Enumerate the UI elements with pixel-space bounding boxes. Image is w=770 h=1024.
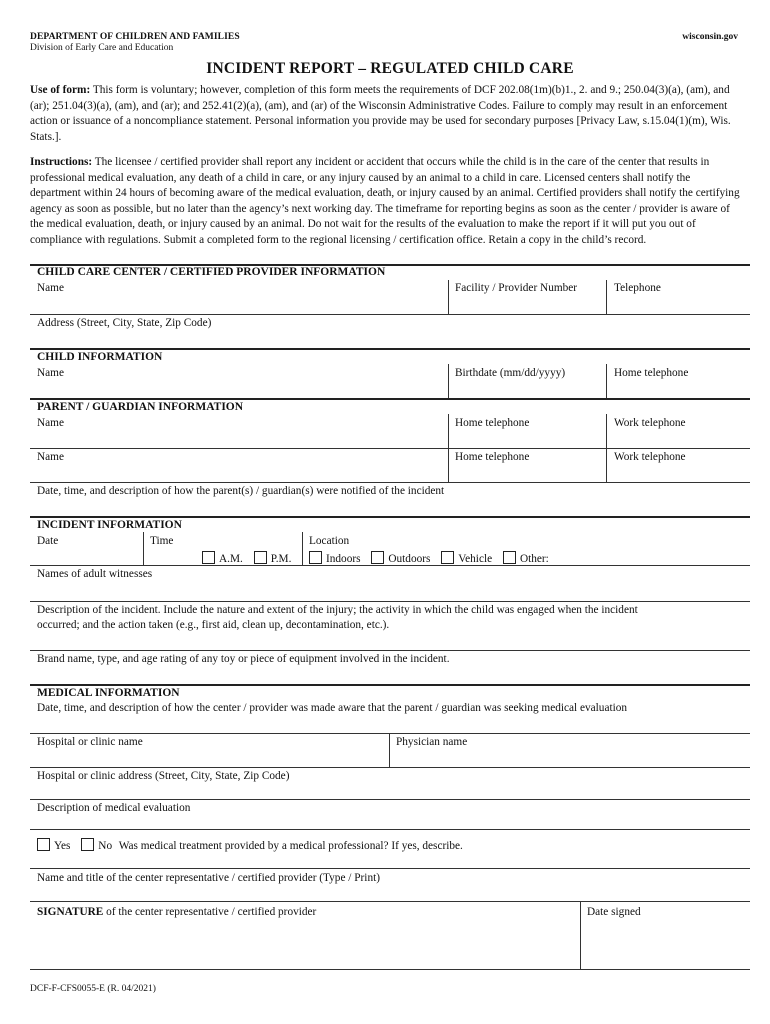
cell-divider [606,364,607,398]
other-label: Other: [519,553,549,565]
section-divider [30,398,750,400]
incident-time-field[interactable]: Time [150,535,174,547]
hospital-address-field[interactable]: Hospital or clinic address (Street, City, State, Zip Code) [37,770,290,782]
parent1-name-field[interactable]: Name [37,417,64,429]
incident-date-field[interactable]: Date [37,535,59,547]
row-divider [30,868,750,869]
location-options [309,551,557,565]
facility-number-field[interactable]: Facility / Provider Number [455,282,578,294]
signature-field[interactable] [37,906,316,918]
pm-label: P.M. [270,553,292,565]
section-divider [30,684,750,686]
outdoors-checkbox[interactable] [371,551,384,564]
yes-label: Yes [54,840,71,852]
no-label: No [98,840,113,852]
am-label: A.M. [219,553,243,565]
instructions-label: Instructions: [30,156,93,168]
child-name-field[interactable]: Name [37,367,64,379]
use-of-form-label: Use of form: [30,84,91,96]
representative-name-field[interactable]: Name and title of the center representative / certified provider (Type / Print) [37,872,380,884]
cell-divider [580,901,581,969]
row-divider [30,601,750,602]
provider-name-field[interactable]: Name [37,282,64,294]
date-signed-field[interactable]: Date signed [587,906,641,918]
cell-divider [389,733,390,767]
row-divider [30,969,750,970]
time-ampm-options [202,551,299,565]
signature-bold-label: SIGNATURE [37,906,104,918]
row-divider [30,565,750,566]
no-checkbox[interactable] [81,838,94,851]
row-divider [30,799,750,800]
section-divider [30,348,750,350]
pm-checkbox[interactable] [254,551,267,564]
parent1-work-telephone-field[interactable]: Work telephone [614,417,686,429]
instructions-paragraph [30,155,742,249]
row-divider [30,448,750,449]
equipment-field[interactable]: Brand name, type, and age rating of any toy or piece of equipment involved in the incident. [37,653,450,665]
cell-divider [448,280,449,314]
hospital-name-field[interactable]: Hospital or clinic name [37,736,143,748]
signature-label: of the center representative / certified provider [103,906,317,918]
row-divider [30,829,750,830]
indoors-label: Indoors [326,553,361,565]
vehicle-label: Vehicle [458,553,493,565]
parent2-name-field[interactable]: Name [37,451,64,463]
incident-section-title: INCIDENT INFORMATION [37,519,182,531]
am-checkbox[interactable] [202,551,215,564]
incident-description-line2[interactable]: occurred; and the action taken (e.g., first aid, clean up, decontamination, etc.). [37,619,390,631]
parent2-work-telephone-field[interactable]: Work telephone [614,451,686,463]
medical-section-title: MEDICAL INFORMATION [37,687,180,699]
child-birthdate-field[interactable]: Birthdate (mm/dd/yyyy) [455,367,566,379]
division-name: Division of Early Care and Education [30,43,174,53]
outdoors-label: Outdoors [388,553,431,565]
row-divider [30,482,750,483]
department-name: DEPARTMENT OF CHILDREN AND FAMILIES [30,32,240,42]
row-divider [30,314,750,315]
cell-divider [448,364,449,398]
parent1-home-telephone-field[interactable]: Home telephone [455,417,530,429]
child-home-telephone-field[interactable]: Home telephone [614,367,689,379]
treatment-question: Was medical treatment provided by a medical professional? If yes, describe. [118,840,463,852]
provider-address-field[interactable]: Address (Street, City, State, Zip Code) [37,317,212,329]
incident-description-line1[interactable]: Description of the incident. Include the nature and extent of the injury; the activity in which the child was engaged when the incident [37,604,638,616]
indoors-checkbox[interactable] [309,551,322,564]
section-divider [30,516,750,518]
parent-notified-field[interactable]: Date, time, and description of how the parent(s) / guardian(s) were notified of the incident [37,485,445,497]
medical-aware-field[interactable]: Date, time, and description of how the center / provider was made aware that the parent / guardian was seeking medical evaluation [37,702,628,714]
cell-divider [143,532,144,565]
incident-location-field: Location [309,535,350,547]
witnesses-field[interactable]: Names of adult witnesses [37,568,153,580]
medical-evaluation-field[interactable]: Description of medical evaluation [37,802,191,814]
other-checkbox[interactable] [503,551,516,564]
cell-divider [302,532,303,565]
cell-divider [606,280,607,314]
use-of-form-text: This form is voluntary; however, completion of this form meets the requirements of DCF 202.08(1m)(b)1., 2. and 9.; 250.04(3)(a), (am), and (ar); 251.04(3)(a), (am), and (ar); and 252.41(2)(a), (am), and (ar) of the Wisconsin Administrative Codes. Failure to comply may result in an enforcement action or issuance of a noncompliance statement. Personal information you provide may be used for secondary purposes [Privacy Law, s.15.04(1)(m), Wis. Stats.]. [30,84,731,143]
form-title: INCIDENT REPORT – REGULATED CHILD CARE [206,60,574,77]
row-divider [30,650,750,651]
child-section-title: CHILD INFORMATION [37,351,163,363]
treatment-question-row [37,838,463,852]
use-of-form-paragraph [30,83,742,145]
yes-checkbox[interactable] [37,838,50,851]
site-name: wisconsin.gov [682,32,738,42]
vehicle-checkbox[interactable] [441,551,454,564]
parent-section-title: PARENT / GUARDIAN INFORMATION [37,401,244,413]
row-divider [30,767,750,768]
provider-section-title: CHILD CARE CENTER / CERTIFIED PROVIDER INFORMATION [37,266,386,278]
row-divider [30,901,750,902]
form-number: DCF-F-CFS0055-E (R. 04/2021) [30,984,156,994]
provider-telephone-field[interactable]: Telephone [614,282,661,294]
parent2-home-telephone-field[interactable]: Home telephone [455,451,530,463]
row-divider [30,733,750,734]
instructions-text: The licensee / certified provider shall report any incident or accident that occurs while the child is in the care of the center that results in professional medical evaluation, any death of a child in care, or any injury caused by an animal to a child in care. Licensed centers shall notify the department within 24 hours of becoming aware of the medical evaluation, death, or injury caused by an animal. Certified providers shall notify the certifying agency as soon as possible, but no later than the agency’s next working day. The timeframe for reporting begins as soon as the center / provider is aware of the medical evaluation, death, or injury caused by an animal. Do not wait for the results of the evaluation to make the report if it will put you out of compliance with regulations. Submit a completed form to the regional licensing / certification office. Retain a copy in the child’s record. [30,156,740,246]
physician-name-field[interactable]: Physician name [396,736,468,748]
